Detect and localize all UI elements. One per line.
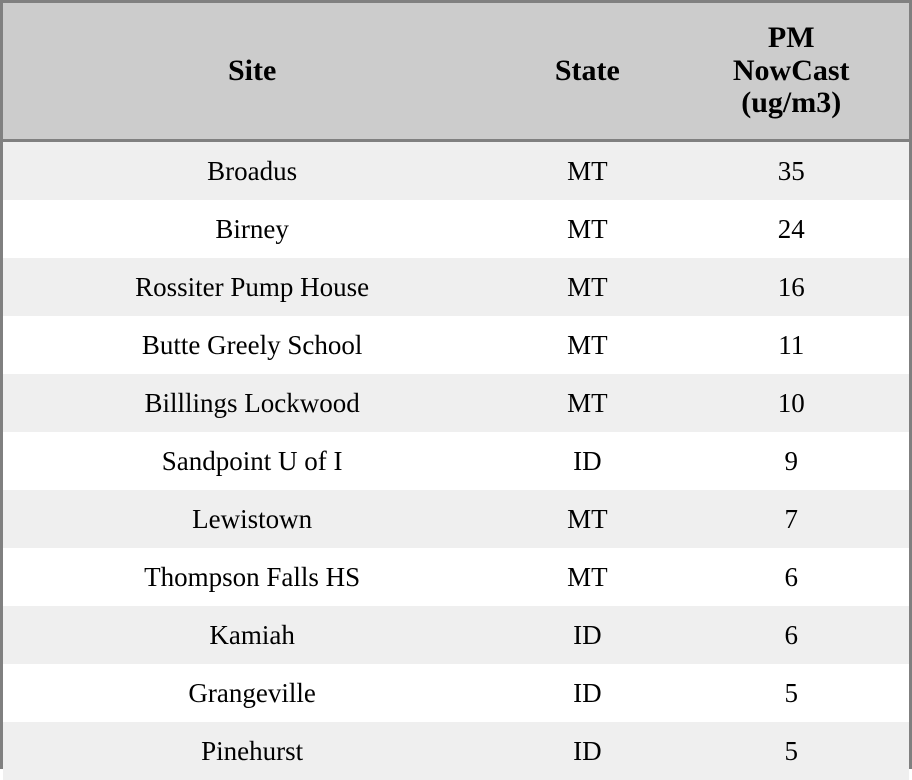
cell-value: 16 [673, 258, 909, 316]
table-row [3, 606, 909, 664]
column-header-site [3, 3, 501, 141]
cell-state: ID [501, 606, 673, 664]
table-row [3, 490, 909, 548]
cell-site: Pinehurst [3, 722, 501, 780]
column-header-site-line-1: Site [228, 54, 276, 87]
cell-value: 24 [673, 200, 909, 258]
cell-state: ID [501, 722, 673, 780]
cell-value: 10 [673, 374, 909, 432]
cell-value: 5 [673, 664, 909, 722]
air-quality-table [3, 3, 909, 780]
cell-state: MT [501, 200, 673, 258]
cell-site: Lewistown [3, 490, 501, 548]
cell-value: 5 [673, 722, 909, 780]
cell-state: MT [501, 490, 673, 548]
cell-state: MT [501, 374, 673, 432]
table-header [3, 3, 909, 141]
cell-site: Butte Greely School [3, 316, 501, 374]
cell-value: 6 [673, 606, 909, 664]
cell-state: ID [501, 664, 673, 722]
cell-site: Billlings Lockwood [3, 374, 501, 432]
table-body [3, 141, 909, 780]
cell-site: Sandpoint U of I [3, 432, 501, 490]
column-header-pm-nowcast-line-2: NowCast [733, 54, 850, 87]
table-row [3, 200, 909, 258]
cell-site: Broadus [3, 141, 501, 201]
cell-state: MT [501, 258, 673, 316]
column-header-pm-nowcast-line-1: PM [768, 21, 815, 54]
cell-site: Birney [3, 200, 501, 258]
table-row [3, 316, 909, 374]
cell-state: ID [501, 432, 673, 490]
cell-state: MT [501, 316, 673, 374]
column-header-state-line-1: State [555, 54, 620, 87]
cell-site: Thompson Falls HS [3, 548, 501, 606]
column-header-pm-nowcast [673, 3, 909, 141]
cell-value: 9 [673, 432, 909, 490]
table-row [3, 722, 909, 780]
table-row [3, 374, 909, 432]
table-header-row [3, 3, 909, 141]
cell-value: 35 [673, 141, 909, 201]
table-row [3, 141, 909, 201]
table-row [3, 664, 909, 722]
cell-site: Kamiah [3, 606, 501, 664]
cell-state: MT [501, 141, 673, 201]
cell-site: Grangeville [3, 664, 501, 722]
cell-value: 7 [673, 490, 909, 548]
cell-value: 6 [673, 548, 909, 606]
column-header-pm-nowcast-line-3: (ug/m3) [741, 86, 841, 119]
column-header-state [501, 3, 673, 141]
table-row [3, 258, 909, 316]
cell-site: Rossiter Pump House [3, 258, 501, 316]
table-row [3, 432, 909, 490]
cell-value: 11 [673, 316, 909, 374]
cell-state: MT [501, 548, 673, 606]
table-row [3, 548, 909, 606]
